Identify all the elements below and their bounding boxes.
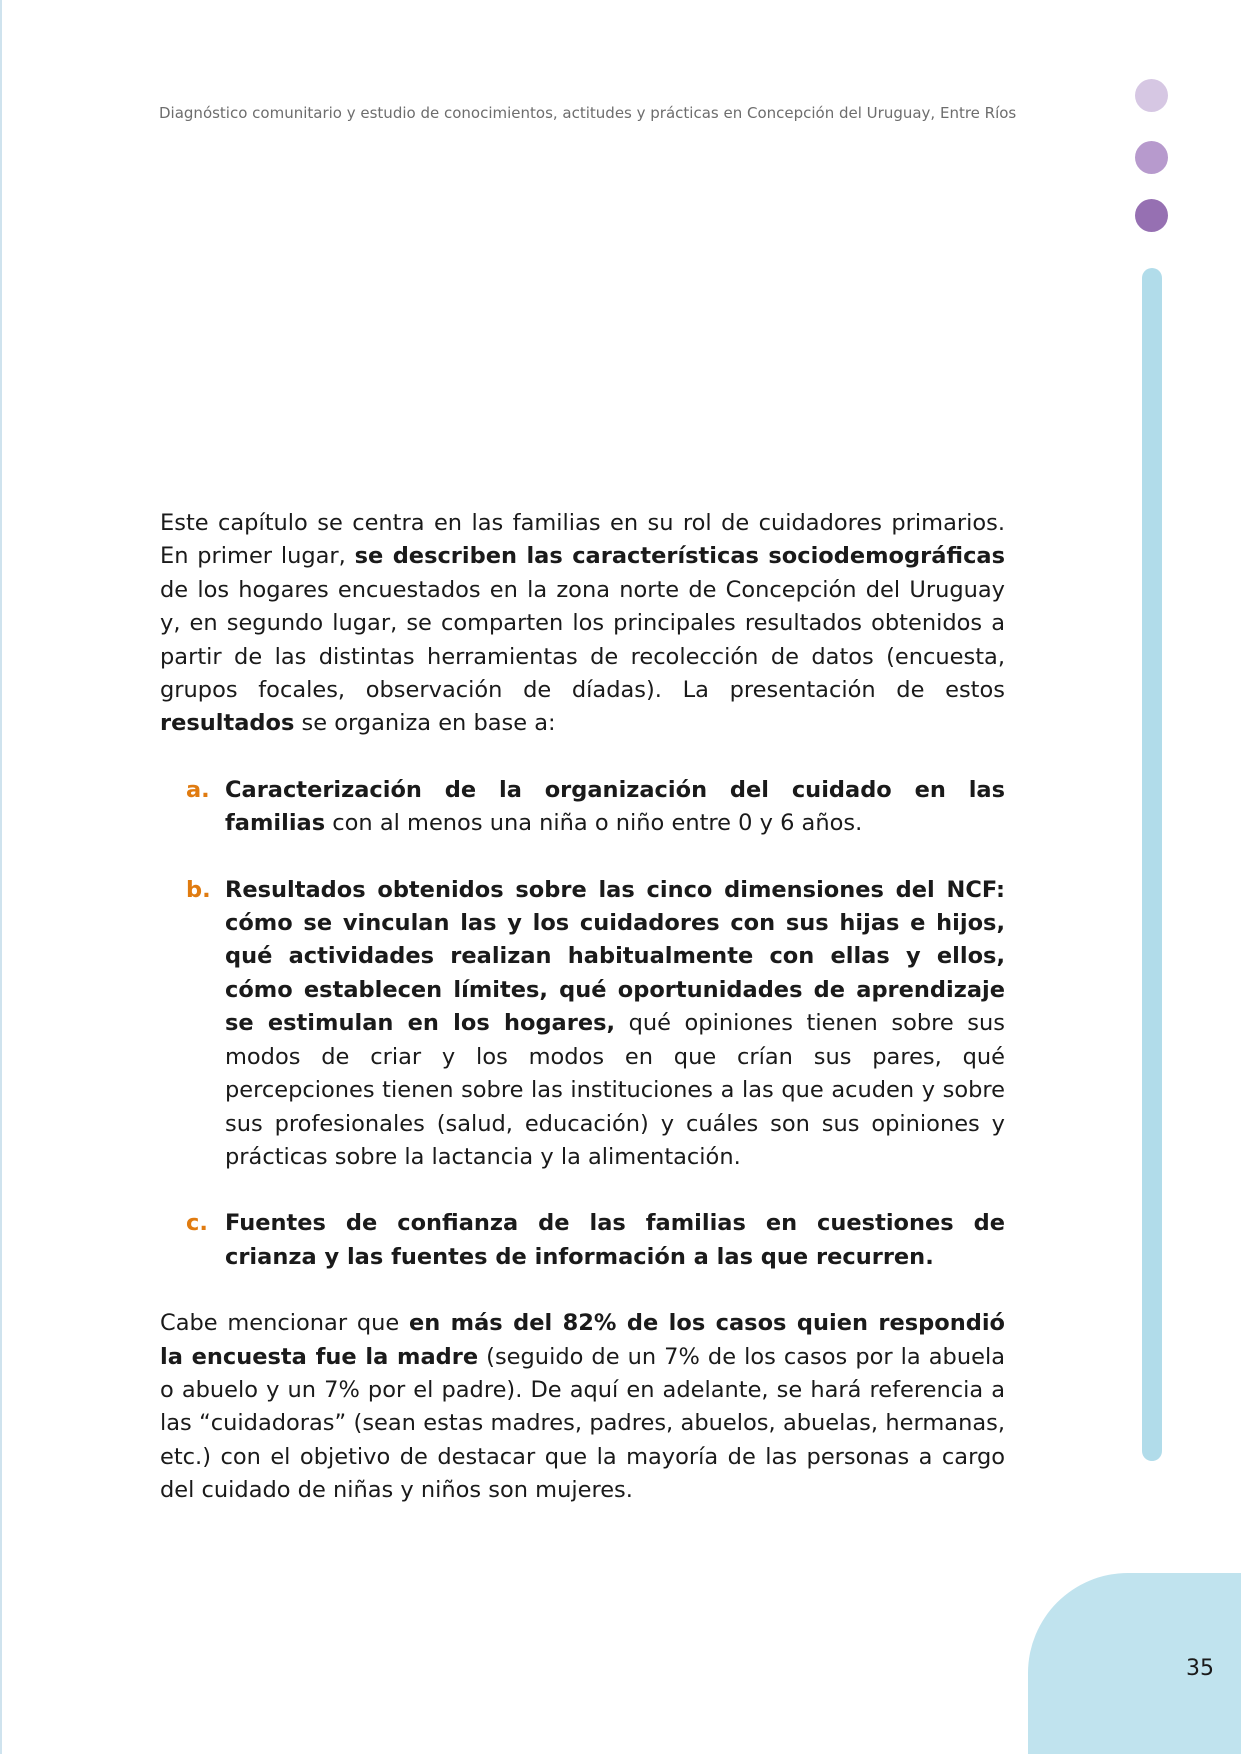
intro-highlight-results: resultados [160, 710, 295, 737]
page-number: 35 [1186, 1656, 1214, 1681]
decorative-dot-dark [1135, 199, 1168, 232]
list-item: a. Caracterización de la organización del cuidado en las familias con al menos una niña o niño entre 0 y 6 años. [160, 774, 1005, 841]
list-marker: b. [186, 876, 211, 903]
decorative-side-bar [1142, 268, 1162, 1461]
results-list [160, 774, 1005, 1274]
chapter-body [160, 507, 1005, 1508]
decorative-dot-light [1135, 79, 1168, 112]
list-item: b. Resultados obtenidos sobre las cinco dimensiones del NCF: cómo se vinculan las y los cuidadores con sus hijas e hijos, qué actividades realizan habitualmente con ellas y ellos, cómo establecen límites, qué oportunidades de aprendizaje se estimulan en los hogares, qué opiniones tienen sobre sus modos de criar y los modos en que crían sus pares, qué percepciones tienen sobre las instituciones a las que acuden y sobre sus profesionales (salud, educación) y cuáles son sus opiniones y prácticas sobre la lactancia y la alimentación. [160, 874, 1005, 1175]
list-item: c. Fuentes de confianza de las familias en cuestiones de crianza y las fuentes de información a las que recurren. [160, 1207, 1005, 1274]
intro-paragraph: Este capítulo se centra en las familias en su rol de cuidadores primarios. En primer lugar, se describen las características sociodemográficas de los hogares encuestados en la zona norte de Concepción del Uruguay y, en segundo lugar, se comparten los principales resultados obtenidos a partir de las distintas herramientas de recolección de datos (encuesta, grupos focales, observación de díadas). La presentación de estos resultados se organiza en base a: [160, 510, 1005, 737]
list-marker: c. [186, 1210, 208, 1237]
running-header: Diagnóstico comunitario y estudio de conocimientos, actitudes y prácticas en Concepción del Uruguay, Entre Ríos [159, 104, 1017, 122]
decorative-dot-mid [1135, 141, 1168, 174]
intro-highlight-sociodemographic: se describen las características sociodemográficas [354, 543, 1005, 570]
page-left-edge [0, 0, 2, 1754]
closing-paragraph: Cabe mencionar que en más del 82% de los casos quien respondió la encuesta fue la madre (seguido de un 7% de los casos por la abuela o abuelo y un 7% por el padre). De aquí en adelante, se hará referencia a las “cuidadoras” (sean estas madres, padres, abuelos, abuelas, hermanas, etc.) con el objetivo de destacar que la mayoría de las personas a cargo del cuidado de niñas y niños son mujeres. [160, 1310, 1006, 1504]
closing-highlight-mother: en más del 82% de los casos quien respondió la encuesta fue la madre [160, 1310, 1006, 1370]
list-marker: a. [186, 776, 210, 803]
